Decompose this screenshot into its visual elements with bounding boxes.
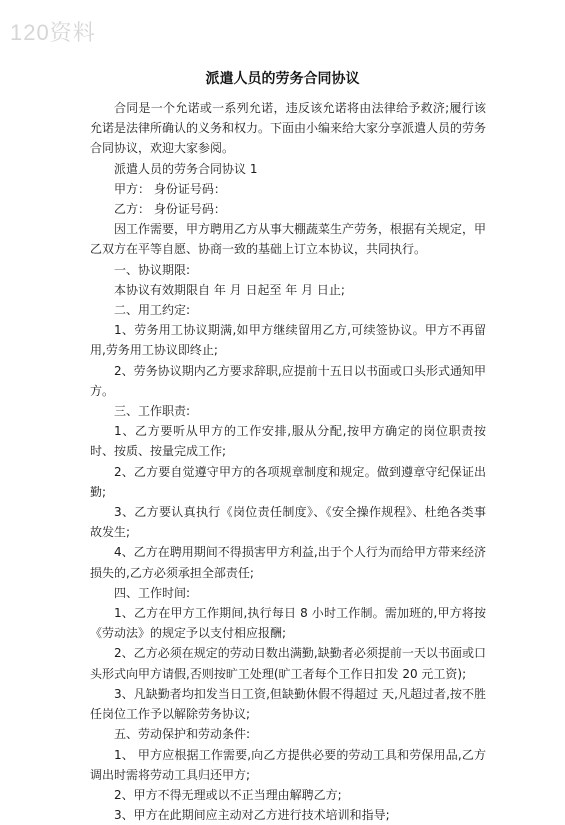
- preamble-paragraph: 因工作需要，甲方聘用乙方从事大棚蔬菜生产劳务，根据有关规定，甲乙双方在平等自愿、协商一致的基础上订立本协议，共同执行。: [90, 222, 487, 257]
- hours-clause-2: 2、乙方必须在规定的劳动日数出满勤,缺勤者必须提前一天以书面或口头形式向甲方请假,否则按旷工处理(旷工者每个工作日扣发 20 元工资);: [90, 646, 486, 681]
- heading-employment-terms: 二、用工约定:: [114, 303, 191, 318]
- employment-clause-1: 1、劳务用工协议期满,如甲方继续留用乙方,可续签协议。甲方不再留用,劳务用工协议即终止;: [90, 323, 486, 358]
- protection-clause-2: 2、甲方不得无理或以不正当理由解聘乙方;: [114, 787, 342, 802]
- hours-clause-1: 1、乙方在甲方工作期间,执行每日 8 小时工作制。需加班的,甲方将按《劳动法》的规定予以支付相应报酬;: [90, 606, 486, 641]
- heading-working-hours: 四、工作时间:: [114, 585, 191, 600]
- hours-clause-3: 3、凡缺勤者均扣发当日工资,但缺勤休假不得超过 天,凡超过者,按不胜任岗位工作予以解除劳务协议;: [90, 686, 486, 722]
- duty-clause-1: 1、乙方要听从甲方的工作安排,服从分配,按甲方确定的岗位职责按时、按质、按量完成工作;: [90, 424, 486, 459]
- section-heading-agreement-1: 派遣人员的劳务合同协议 1: [114, 161, 258, 176]
- intro-paragraph: 合同是一个允诺或一系列允诺，违反该允诺将由法律给予救济;履行该允诺是法律所确认的义务和权力。下面由小编来给大家分享派遣人员的劳务合同协议，欢迎大家参阅。: [90, 101, 487, 156]
- employment-clause-2: 2、劳务协议期内乙方要求辞职,应提前十五日以书面或口头形式通知甲方。: [90, 363, 486, 398]
- term-paragraph: 本协议有效期限自 年 月 日起至 年 月 日止;: [114, 282, 345, 297]
- protection-clause-1: 1、 甲方应根据工作需要,向乙方提供必要的劳动工具和劳保用品,乙方调出时需将劳动工具归还甲方;: [90, 747, 486, 782]
- document-title: 派遣人员的劳务合同协议: [205, 71, 360, 87]
- party-a-line: 甲方： 身份证号码：: [114, 181, 226, 196]
- duty-clause-2: 2、乙方要自觉遵守甲方的各项规章制度和规定。做到遵章守纪保证出勤;: [90, 464, 486, 499]
- duty-clause-4: 4、乙方在聘用期间不得损害甲方利益,出于个人行为而给甲方带来经济损失的,乙方必须承担全部责任;: [90, 545, 486, 580]
- document-body: [90, 98, 486, 825]
- heading-labor-protection: 五、劳动保护和劳动条件:: [114, 727, 251, 742]
- heading-job-duties: 三、工作职责:: [114, 404, 191, 419]
- heading-agreement-term: 一、协议期限:: [114, 262, 191, 277]
- protection-clause-3: 3、甲方在此期间应主动对乙方进行技术培训和指导;: [114, 808, 390, 823]
- watermark-logo: 120资料: [10, 20, 96, 45]
- party-b-line: 乙方： 身份证号码：: [114, 202, 226, 217]
- duty-clause-3: 3、乙方要认真执行《岗位责任制度》、《安全操作规程》、杜绝各类事故发生;: [90, 505, 486, 540]
